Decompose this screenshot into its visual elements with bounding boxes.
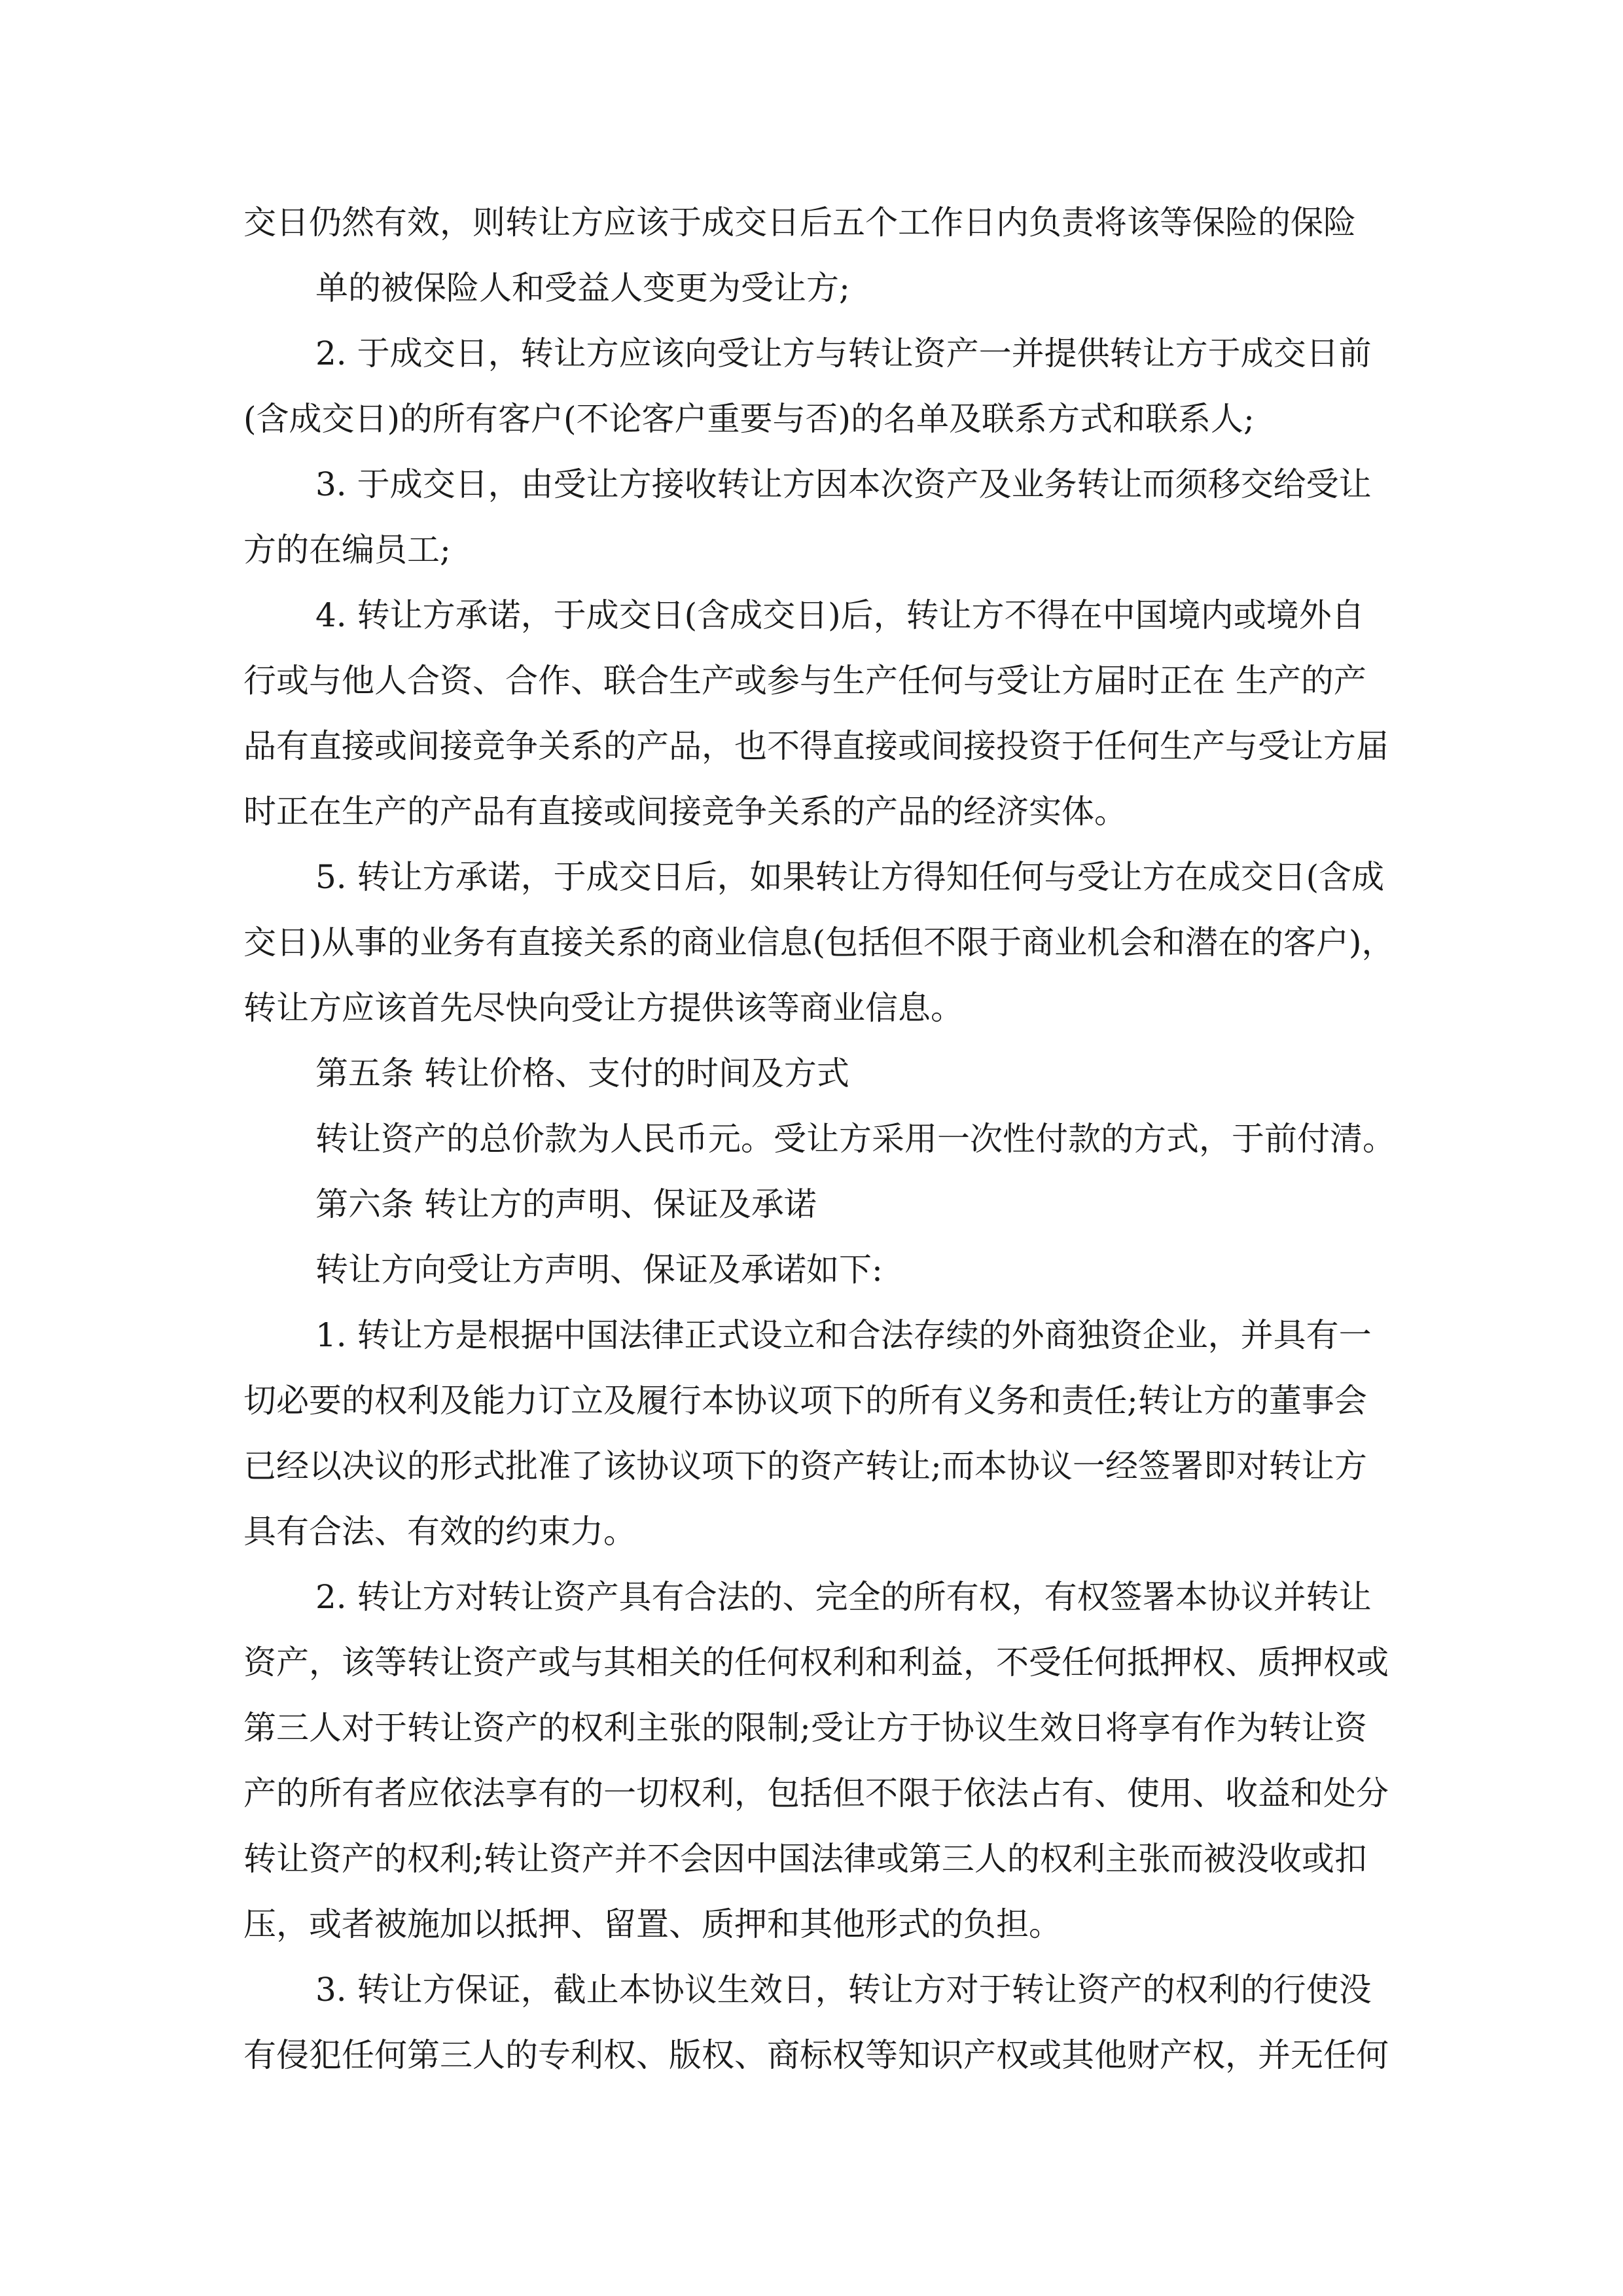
text-line: 时正在生产的产品有直接或间接竞争关系的产品的经济实体。 — [243, 793, 1127, 831]
text-line: 资产，该等转让资产或与其相关的任何权利和利益，不受任何抵押权、质押权或 — [243, 1643, 1389, 1681]
section-heading: 第五条 转让价格、支付的时间及方式 — [315, 1054, 849, 1092]
text-line: 交日)从事的业务有直接关系的商业信息(包括但不限于商业机会和潜在的客户)， — [243, 924, 1395, 961]
text-line: 具有合法、有效的约束力。 — [243, 1513, 636, 1551]
text-line: 方的在编员工; — [243, 531, 451, 569]
text-line: 转让资产的权利;转让资产并不会因中国法律或第三人的权利主张而被没收或扣 — [243, 1840, 1367, 1878]
text-line: 2. 于成交日，转让方应该向受让方与转让资产一并提供转让方于成交日前 — [315, 334, 1372, 372]
text-line: 转让资产的总价款为人民币元。受让方采用一次性付款的方式，于前付清。 — [315, 1120, 1395, 1158]
text-line: 5. 转让方承诺，于成交日后，如果转让方得知任何与受让方在成交日(含成 — [315, 858, 1385, 896]
text-line: 1. 转让方是根据中国法律正式设立和合法存续的外商独资企业，并具有一 — [315, 1316, 1372, 1354]
text-line: 行或与他人合资、合作、联合生产或参与生产任何与受让方届时正在 生产的产 — [243, 662, 1366, 700]
text-line: 单的被保险人和受益人变更为受让方; — [315, 269, 850, 307]
text-line: 品有直接或间接竞争关系的产品，也不得直接或间接投资于任何生产与受让方届 — [243, 727, 1389, 765]
text-line: 压，或者被施加以抵押、留置、质押和其他形式的负担。 — [243, 1905, 1061, 1943]
text-line: 有侵犯任何第三人的专利权、版权、商标权等知识产权或其他财产权，并无任何 — [243, 2036, 1389, 2074]
section-heading: 第六条 转让方的声明、保证及承诺 — [315, 1185, 817, 1223]
text-line: 转让方向受让方声明、保证及承诺如下: — [315, 1251, 883, 1289]
text-line: 产的所有者应依法享有的一切权利，包括但不限于依法占有、使用、收益和处分 — [243, 1774, 1389, 1812]
text-line: 3. 于成交日，由受让方接收转让方因本次资产及业务转让而须移交给受让 — [315, 465, 1372, 503]
text-line: 第三人对于转让资产的权利主张的限制;受让方于协议生效日将享有作为转让资 — [243, 1709, 1367, 1747]
text-line: 2. 转让方对转让资产具有合法的、完全的所有权，有权签署本协议并转让 — [315, 1578, 1372, 1616]
text-line: 交日仍然有效，则转让方应该于成交日后五个工作日内负责将该等保险的保险 — [243, 204, 1356, 242]
text-line: (含成交日)的所有客户(不论客户重要与否)的名单及联系方式和联系人; — [243, 400, 1255, 438]
text-line: 已经以决议的形式批准了该协议项下的资产转让;而本协议一经签署即对转让方 — [243, 1447, 1367, 1485]
text-line: 3. 转让方保证，截止本协议生效日，转让方对于转让资产的权利的行使没 — [315, 1971, 1372, 2009]
text-line: 转让方应该首先尽快向受让方提供该等商业信息。 — [243, 989, 963, 1027]
text-line: 4. 转让方承诺，于成交日(含成交日)后，转让方不得在中国境内或境外自 — [315, 596, 1364, 634]
text-line: 切必要的权利及能力订立及履行本协议项下的所有义务和责任;转让方的董事会 — [243, 1382, 1367, 1420]
